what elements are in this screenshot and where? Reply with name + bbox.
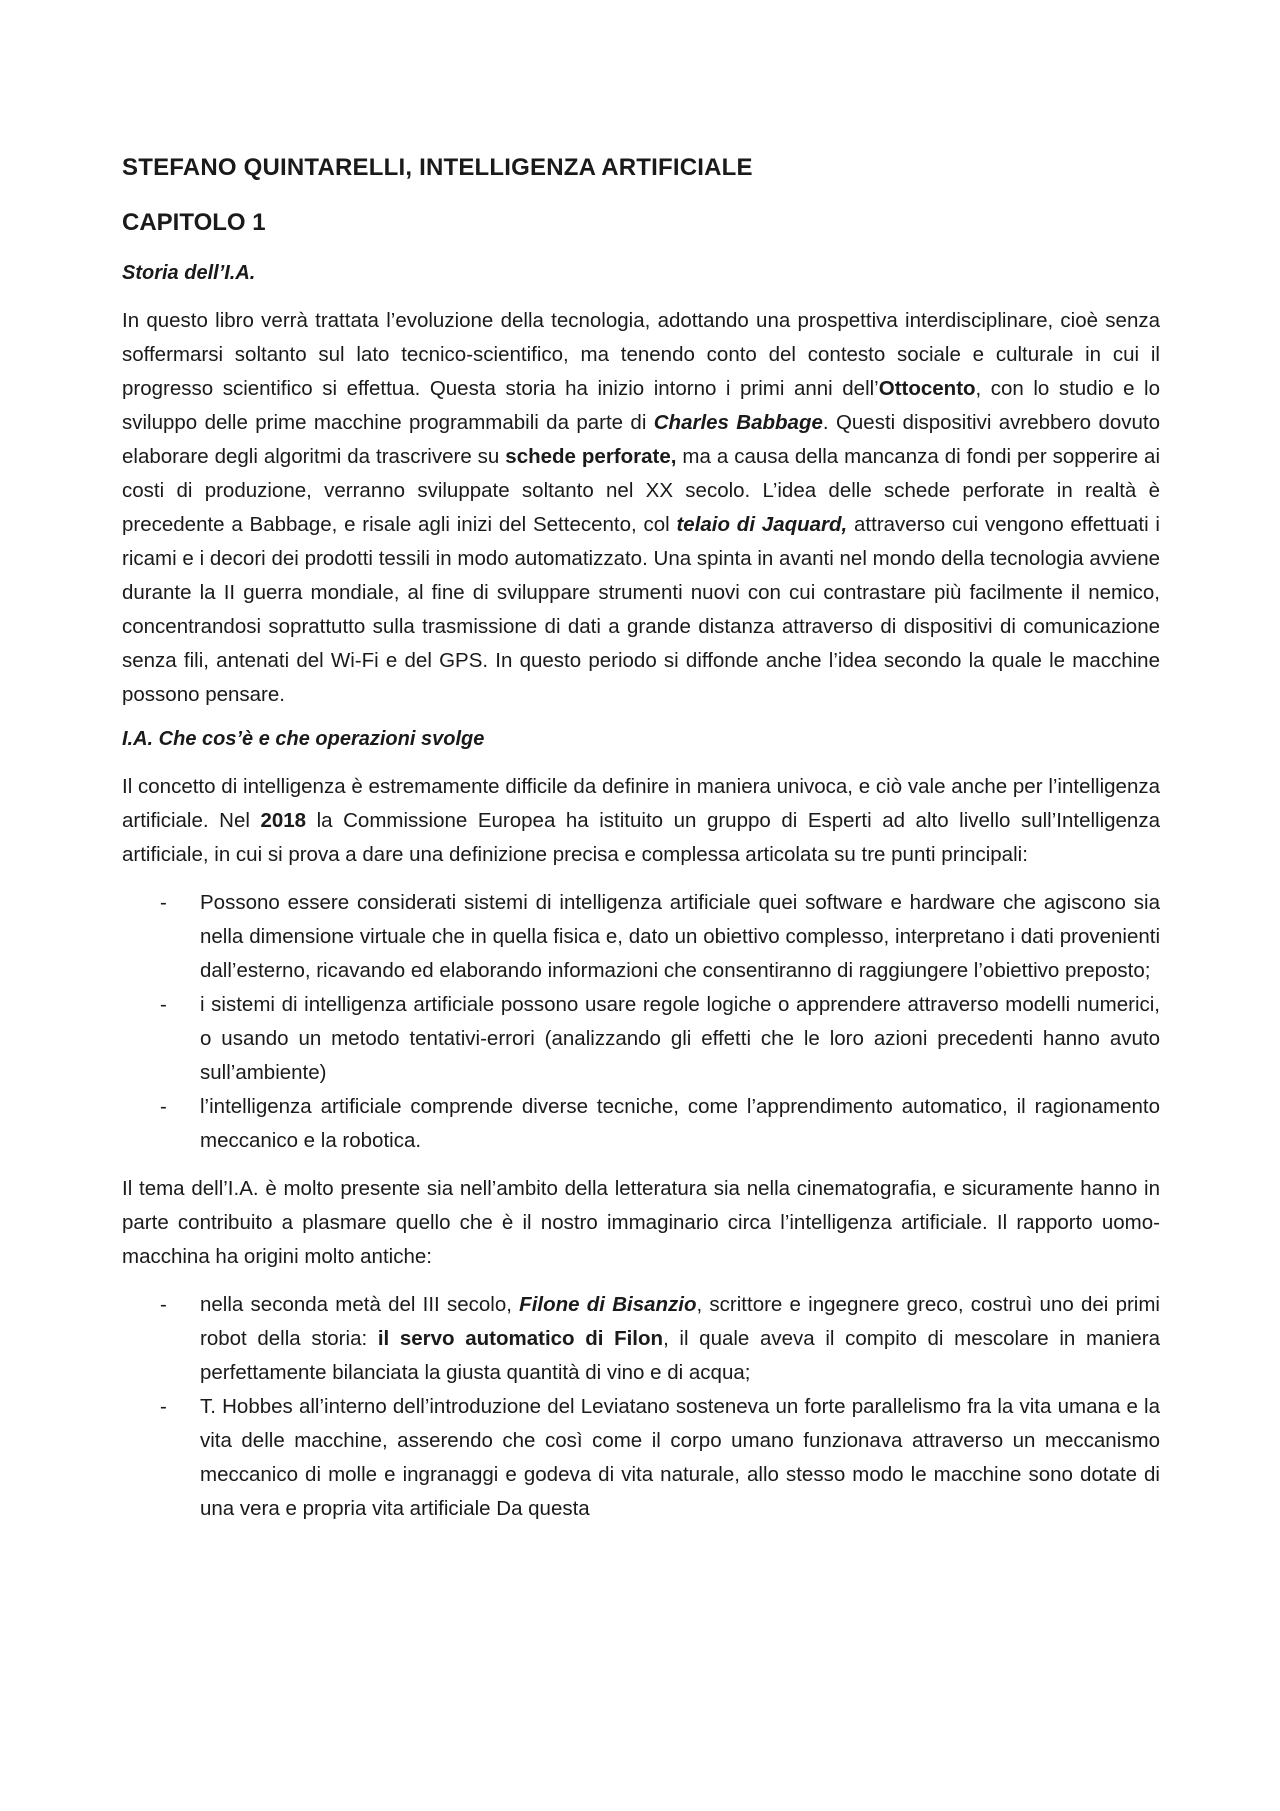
section-heading-what-is-ai: I.A. Che cos’è e che operazioni svolge [122, 727, 485, 750]
history-man-machine-paragraph: Il tema dell’I.A. è molto presente sia nell’ambito della letteratura sia nella cinematografia, e sicuramente hanno in parte contribuito a plasmare quello che è il nostro immaginario circa l’intelligenza artificiale. Il rapporto uomo-macchina ha origini molto antiche: [122, 1176, 1160, 1268]
list-item-text: i sistemi di intelligenza artificiale possono usare regole logiche o apprendere attraverso modelli numerici, o usando un metodo tentativi-errori (analizzando gli effetti che le loro azioni precedenti hanno avuto sull’ambiente) [200, 992, 1160, 1084]
list-item [160, 1090, 1160, 1158]
dash-bullet: - [160, 1292, 167, 1316]
bold-text: 2018 [260, 808, 307, 832]
list-item [160, 1288, 1161, 1390]
dash-bullet: - [160, 1394, 167, 1418]
list-item-text: Possono essere considerati sistemi di intelligenza artificiale quei software e hardware che agiscono sia nella dimensione virtuale che in quella fisica e, dato un obiettivo complesso, interpretano i dati provenienti dall’esterno, ricavando ed elaborando informazioni che consentiranno di raggiungere l’obiettivo preposto; [200, 890, 1160, 982]
list-item [160, 886, 1160, 988]
chapter-title: CAPITOLO 1 [122, 208, 266, 236]
bold-text: Ottocento [878, 376, 976, 400]
bold-italic-text: Filone di Bisanzio [519, 1292, 697, 1316]
bold-italic-text: telaio di Jaquard, [676, 512, 848, 536]
document-title: STEFANO QUINTARELLI, INTELLIGENZA ARTIFICIALE [122, 154, 753, 181]
list-item [160, 988, 1160, 1090]
list-item-text: l’intelligenza artificiale comprende diverse tecniche, come l’apprendimento automatico, il ragionamento meccanico e la robotica. [200, 1094, 1160, 1152]
definition-list [122, 886, 1160, 1158]
section-heading-history: Storia dell’I.A. [122, 261, 256, 284]
dash-bullet: - [160, 992, 167, 1016]
history-examples-list [122, 1288, 1160, 1526]
bold-italic-text: Charles Babbage [653, 410, 823, 434]
dash-bullet: - [160, 890, 167, 914]
history-paragraph: In questo libro verrà trattata l’evoluzione della tecnologia, adottando una prospettiva interdisciplinare, cioè senza soffermarsi soltanto sul lato tecnico-scientifico, ma tenendo conto del contesto sociale e culturale in cui il progresso scientifico si effettua. Questa storia ha inizio intorno i primi anni dell’Ottocento, con lo studio e lo sviluppo delle prime macchine programmabili da parte di Charles Babbage. Questi dispositivi avrebbero dovuto elaborare degli algoritmi da trascrivere su schede perforate, ma a causa della mancanza di fondi per sopperire ai costi di produzione, verranno sviluppate soltanto nel XX secolo. L’idea delle schede perforate in realtà è precedente a Babbage, e risale agli inizi del Settecento, col telaio di Jaquard, attraverso cui vengono effettuati i ricami e i decori dei prodotti tessili in modo automatizzato. Una spinta in avanti nel mondo della tecnologia avviene durante la II guerra mondiale, al fine di sviluppare strumenti nuovi con cui contrastare più facilmente il nemico, concentrandosi soprattutto sulla trasmissione di dati a grande distanza attraverso di dispositivi di comunicazione senza fili, antenati del Wi-Fi e del GPS. In questo periodo si diffonde anche l’idea secondo la quale le macchine possono pensare. [122, 308, 1161, 706]
bold-text: il servo automatico di Filon [377, 1326, 664, 1350]
list-item [160, 1390, 1160, 1526]
dash-bullet: - [160, 1094, 167, 1118]
bold-text: schede perforate, [505, 444, 677, 468]
definition-intro-paragraph: Il concetto di intelligenza è estremamente difficile da definire in maniera univoca, e ciò vale anche per l’intelligenza artificiale. Nel 2018 la Commissione Europea ha istituito un gruppo di Esperti ad alto livello sull’Intelligenza artificiale, in cui si prova a dare una definizione precisa e complessa articolata su tre punti principali: [122, 774, 1160, 866]
list-item-text: T. Hobbes all’interno dell’introduzione del Leviatano sosteneva un forte parallelismo fra la vita umana e la vita delle macchine, asserendo che così come il corpo umano funzionava attraverso un meccanismo meccanico di molle e ingranaggi e godeva di vita naturale, allo stesso modo le macchine sono dotate di una vera e propria vita artificiale Da questa [200, 1394, 1160, 1520]
list-item-text: nella seconda metà del III secolo, Filone di Bisanzio, scrittore e ingegnere greco, costruì uno dei primi robot della storia: il servo automatico di Filon, il quale aveva il compito di mescolare in maniera perfettamente bilanciata la giusta quantità di vino e di acqua; [200, 1292, 1161, 1384]
